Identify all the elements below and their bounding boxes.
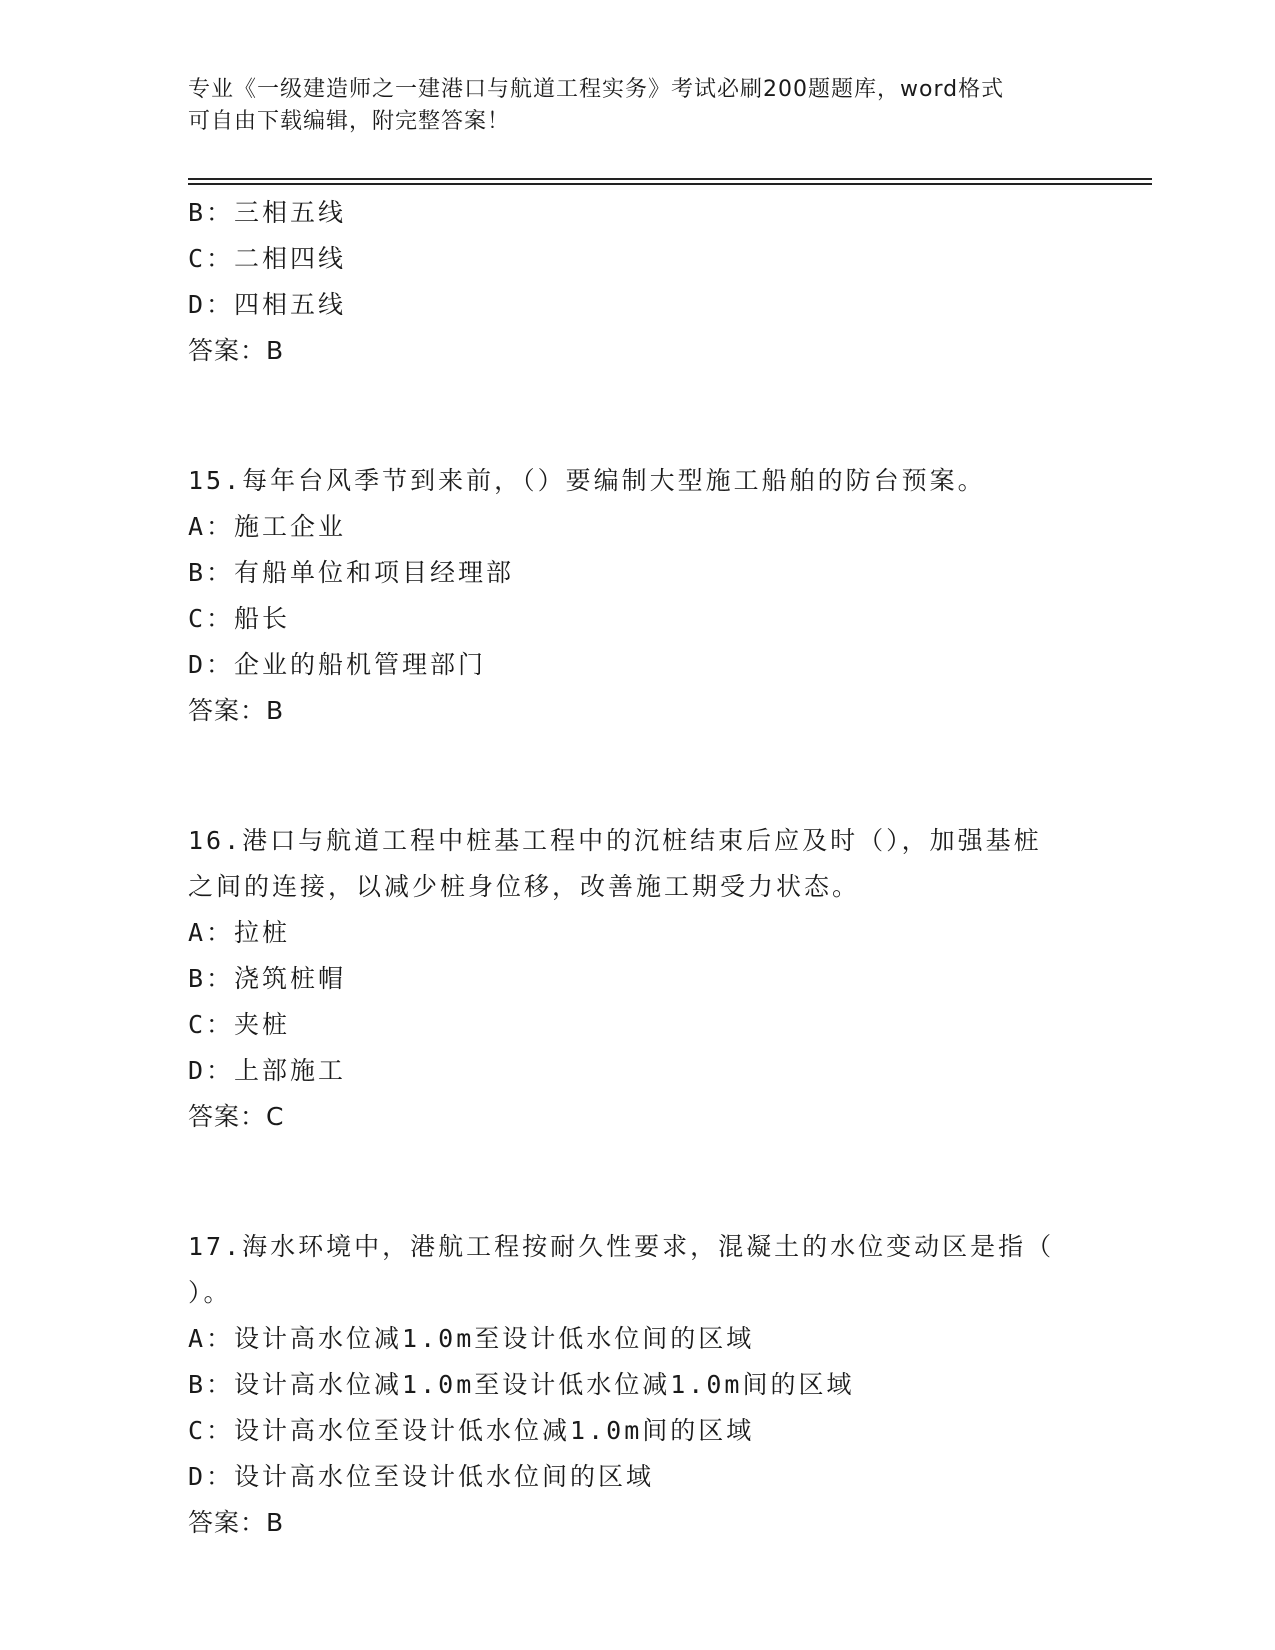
question-block-14 <box>188 190 1088 374</box>
option-b: B：三相五线 <box>188 198 347 227</box>
option-c: C：船长 <box>188 604 291 633</box>
option-d: D：上部施工 <box>188 1056 347 1085</box>
option-a: A：设计高水位减1.0m至设计低水位间的区域 <box>188 1324 755 1353</box>
option-a: A：施工企业 <box>188 512 347 541</box>
option-c: C：夹桩 <box>188 1010 291 1039</box>
question-text-line-1: 17.海水环境中，港航工程按耐久性要求，混凝土的水位变动区是指（ <box>188 1232 1055 1261</box>
header-title-line-1: 专业《一级建造师之一建港口与航道工程实务》考试必刷200题题库，word格式 <box>188 77 1005 102</box>
option-c: C：设计高水位至设计低水位减1.0m间的区域 <box>188 1416 755 1445</box>
question-text-line-2: ）。 <box>188 1278 232 1307</box>
answer-line: 答案：C <box>188 1102 285 1131</box>
answer-line: 答案：B <box>188 1508 285 1537</box>
header-title-line-2: 可自由下载编辑，附完整答案！ <box>188 109 511 134</box>
option-a: A：拉桩 <box>188 918 291 947</box>
document-header <box>188 74 1088 138</box>
option-d: D：四相五线 <box>188 290 347 319</box>
answer-line: 答案：B <box>188 696 285 725</box>
option-b: B：设计高水位减1.0m至设计低水位减1.0m间的区域 <box>188 1370 855 1399</box>
question-text-line-2: 之间的连接，以减少桩身位移，改善施工期受力状态。 <box>188 872 861 901</box>
option-d: D：设计高水位至设计低水位间的区域 <box>188 1462 655 1491</box>
question-block-15 <box>188 458 1088 734</box>
header-divider-bottom <box>188 183 1152 185</box>
spacer <box>188 374 1088 458</box>
spacer <box>188 1140 1088 1224</box>
question-text: 15.每年台风季节到来前，（）要编制大型施工船舶的防台预案。 <box>188 466 986 495</box>
answer-line: 答案：B <box>188 336 285 365</box>
option-b: B：有船单位和项目经理部 <box>188 558 515 587</box>
option-d: D：企业的船机管理部门 <box>188 650 487 679</box>
question-block-17 <box>188 1224 1088 1546</box>
spacer <box>188 734 1088 818</box>
header-divider-top <box>188 178 1152 180</box>
question-text-line-1: 16.港口与航道工程中桩基工程中的沉桩结束后应及时（），加强基桩 <box>188 826 1042 855</box>
question-block-16 <box>188 818 1088 1140</box>
question-content <box>188 190 1088 1546</box>
option-b: B：浇筑桩帽 <box>188 964 347 993</box>
option-c: C：二相四线 <box>188 244 347 273</box>
